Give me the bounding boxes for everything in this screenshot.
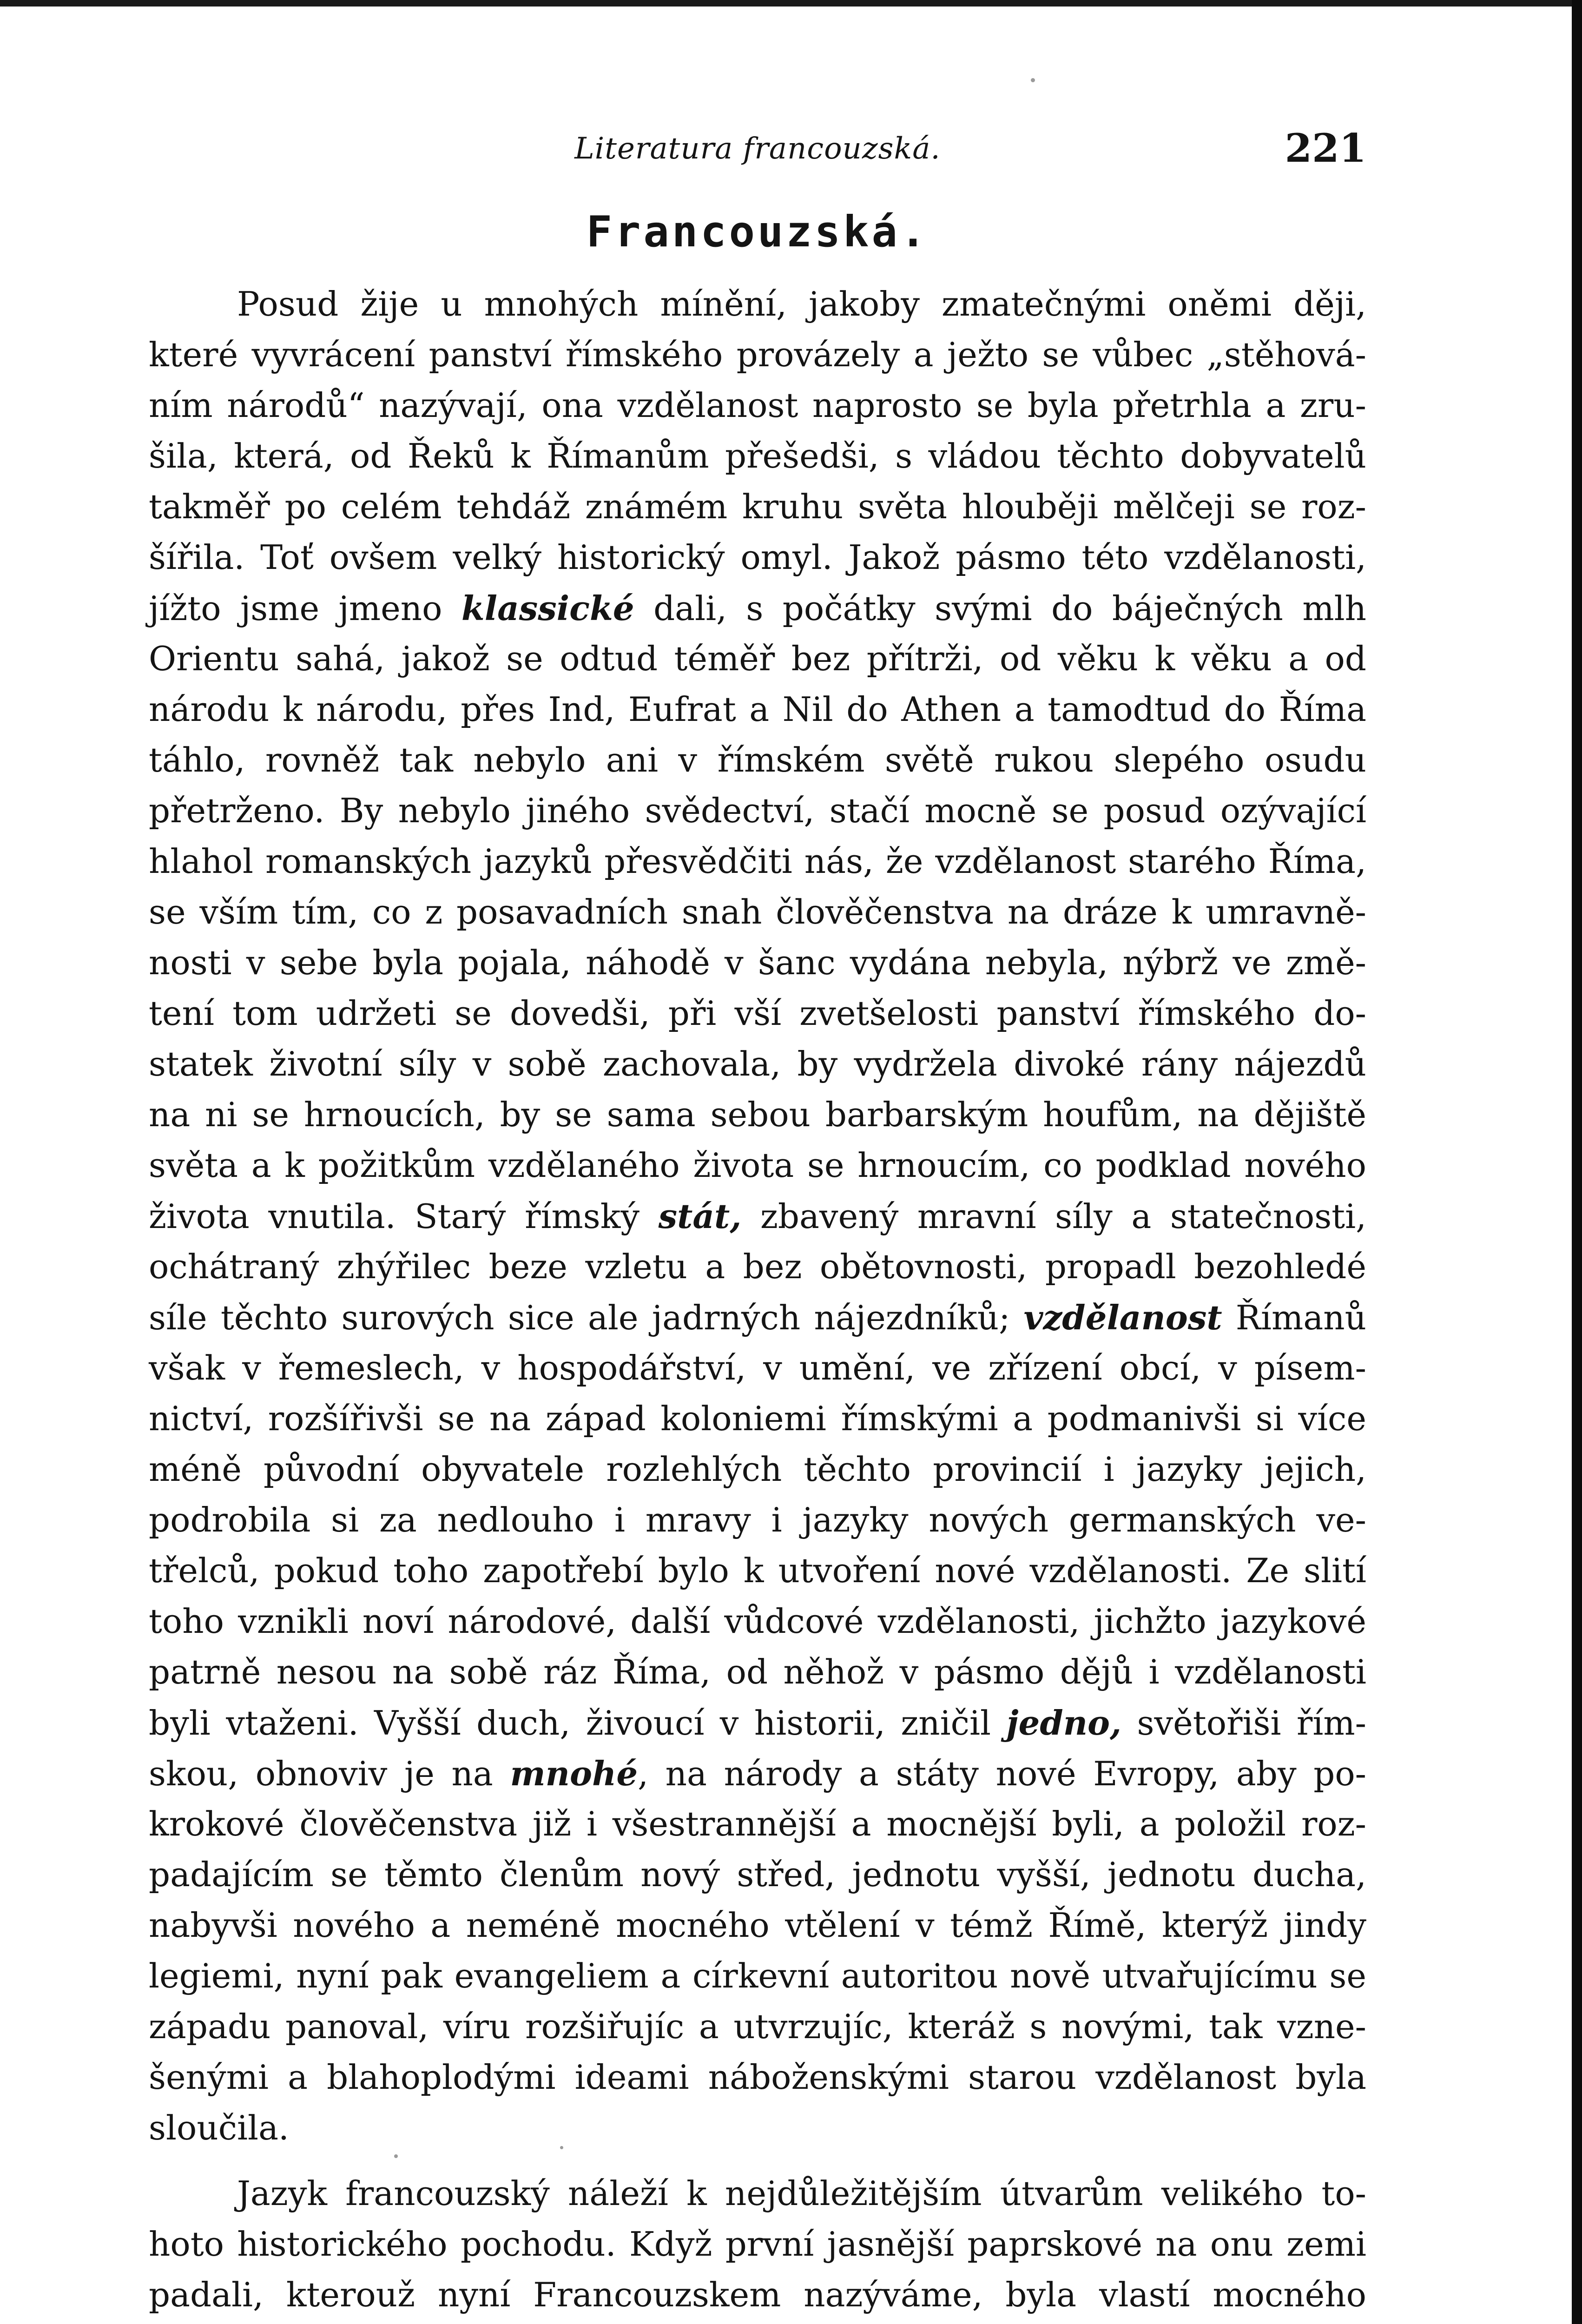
text-run: jížto jsme jmeno <box>149 589 461 628</box>
text-line <box>149 1039 1366 1089</box>
text-line <box>149 735 1366 786</box>
text-run: byli vtaženi. Vyšší duch, živoucí v historii, zničil <box>149 1703 1007 1743</box>
text-run: národu k národu, přes Ind, Eufrat a Nil do Athen a tamodtud do Říma <box>149 690 1366 729</box>
text-run: nabyvši nového a neméně mocného vtělení v témž Římě, kterýž jindy <box>149 1906 1366 1945</box>
text-run: takměř po celém tehdáž známém kruhu světa hlouběji mělčeji se roz- <box>149 487 1366 526</box>
page-number: 221 <box>1285 125 1366 171</box>
text-line <box>149 1647 1366 1697</box>
text-run: ochátraný zhýřilec beze vzletu a bez obětovnosti, propadl bezohledé <box>149 1247 1366 1286</box>
text-line <box>149 988 1366 1039</box>
text-line <box>149 1849 1366 1900</box>
text-line <box>149 380 1366 431</box>
text-line <box>149 634 1366 684</box>
text-line <box>149 1292 1366 1343</box>
text-line <box>149 1697 1366 1748</box>
text-run: skou, obnoviv je na <box>149 1754 510 1793</box>
text-run: patrně nesou na sobě ráz Říma, od něhož v pásmo dějů i vzdělanosti <box>149 1652 1366 1691</box>
text-line <box>149 1799 1366 1849</box>
scan-right-edge <box>1572 0 1582 2324</box>
text-run: síle těchto surových sice ale jadrných nájezdníků; <box>149 1298 1024 1337</box>
text-line <box>149 1495 1366 1545</box>
scan-top-edge <box>0 0 1582 7</box>
text-run: šila, která, od Řeků k Římanům přešedši, s vládou těchto dobyvatelů <box>149 436 1366 475</box>
body-text <box>149 279 1366 2320</box>
text-run: zbavený mravní síly a statečnosti, <box>741 1197 1367 1236</box>
text-run: však v řemeslech, v hospodářství, v umění, ve zřízení obcí, v písem- <box>149 1348 1366 1387</box>
text-run: Posud žije u mnohých mínění, jakoby zmatečnými oněmi ději, <box>237 284 1366 324</box>
text-run: sloučila. <box>149 2108 289 2147</box>
text-line <box>149 836 1366 887</box>
text-line <box>149 1140 1366 1191</box>
text-line <box>149 2001 1366 2052</box>
text-line <box>149 1900 1366 1951</box>
text-run: které vyvrácení panství římského provázely a ježto se vůbec „stěhová- <box>149 335 1366 374</box>
text-run: toho vznikli noví národové, další vůdcové vzdělanosti, jichžto jazykové <box>149 1602 1366 1641</box>
text-line <box>149 2219 1366 2270</box>
text-run: méně původní obyvatele rozlehlých těchto provincií i jazyky jejich, <box>149 1450 1366 1489</box>
text-run: Římanů <box>1222 1298 1366 1337</box>
text-line <box>149 279 1366 330</box>
text-run: šenými a blahoplodými ideami náboženskými starou vzdělanost byla <box>149 2058 1366 2097</box>
page-header <box>149 119 1366 184</box>
text-line <box>149 1393 1366 1444</box>
text-run: tení tom udržeti se dovedši, při vší zvetšelosti panství římského do- <box>149 994 1366 1033</box>
text-line <box>149 1089 1366 1140</box>
scan-speck <box>394 2154 398 2158</box>
text-run: světa a k požitkům vzdělaného života se hrnoucím, co podklad nového <box>149 1146 1366 1185</box>
text-run: ním národů“ nazývají, ona vzdělanost naprosto se byla přetrhla a zru- <box>149 386 1366 425</box>
text-run: třelců, pokud toho zapotřebí bylo k utvoření nové vzdělanosti. Ze slití <box>149 1551 1366 1590</box>
text-run: , na národy a státy nové Evropy, aby po- <box>638 1754 1367 1793</box>
text-line <box>149 583 1366 634</box>
text-run: táhlo, rovněž tak nebylo ani v římském světě rukou slepého osudu <box>149 740 1366 779</box>
text-run: statek životní síly v sobě zachovala, by vydržela divoké rány nájezdů <box>149 1044 1366 1083</box>
text-line <box>149 482 1366 532</box>
text-line <box>149 532 1366 583</box>
text-line <box>149 684 1366 735</box>
text-line <box>149 938 1366 988</box>
text-line <box>149 330 1366 380</box>
text-run: hoto historického pochodu. Když první jasnější paprskové na onu zemi <box>149 2225 1366 2264</box>
text-run: dali, s počátky svými do báječných mlh <box>634 589 1366 628</box>
text-run: života vnutila. Starý římský <box>149 1197 659 1236</box>
text-run: nictví, rozšířivši se na západ koloniemi římskými a podmanivši si více <box>149 1399 1366 1438</box>
text-run: hlahol romanských jazyků přesvědčiti nás, že vzdělanost starého Říma, <box>149 842 1366 881</box>
text-line <box>149 2168 1366 2219</box>
text-line <box>149 1748 1366 1799</box>
emphasized-text: klassické <box>461 588 634 628</box>
text-run: na ni se hrnoucích, by se sama sebou barbarským houfům, na dějiště <box>149 1095 1366 1134</box>
emphasized-text: jedno, <box>1006 1703 1122 1743</box>
text-line <box>149 1241 1366 1292</box>
emphasized-text: mnohé <box>510 1754 638 1793</box>
text-line <box>149 2052 1366 2103</box>
text-run: západu panoval, víru rozšiřujíc a utvrzujíc, kteráž s novými, tak vzne- <box>149 2007 1366 2046</box>
text-run: šířila. Toť ovšem velký historický omyl. Jakož pásmo této vzdělanosti, <box>149 538 1366 577</box>
text-run: Jazyk francouzský náleží k nejdůležitějším útvarům velikého to- <box>237 2174 1366 2213</box>
text-line <box>149 1191 1366 1241</box>
text-run: světořiši řím- <box>1121 1703 1366 1743</box>
emphasized-text: stát, <box>658 1196 742 1236</box>
text-run: se vším tím, co z posavadních snah člověčenstva na dráze k umravně- <box>149 892 1366 931</box>
text-run: padali, kterouž nyní Francouzskem nazýváme, byla vlastí mocného <box>149 2275 1366 2314</box>
section-title: Francouzská. <box>586 207 929 257</box>
text-run: krokové člověčenstva již i všestrannější a mocnější byli, a položil roz- <box>149 1804 1366 1843</box>
text-line <box>149 1951 1366 2001</box>
scan-speck <box>560 2146 563 2149</box>
text-run: padajícím se těmto členům nový střed, jednotu vyšší, jednotu ducha, <box>149 1855 1366 1894</box>
text-line <box>149 1545 1366 1596</box>
text-line <box>149 1444 1366 1495</box>
text-run: nosti v sebe byla pojala, náhodě v šanc vydána nebyla, nýbrž ve změ- <box>149 943 1366 982</box>
text-run: přetrženo. By nebylo jiného svědectví, stačí mocně se posud ozývající <box>149 791 1366 830</box>
text-line <box>149 1343 1366 1393</box>
text-line <box>149 1596 1366 1647</box>
scan-speck <box>1031 78 1035 82</box>
emphasized-text: vzdělanost <box>1023 1298 1222 1337</box>
text-run: legiemi, nyní pak evangeliem a církevní autoritou nově utvařujícímu se <box>149 1956 1366 1995</box>
running-title: Literatura francouzská. <box>574 132 941 166</box>
text-line <box>149 2270 1366 2320</box>
text-line <box>149 887 1366 938</box>
text-line <box>149 431 1366 482</box>
text-line <box>149 786 1366 836</box>
text-run: podrobila si za nedlouho i mravy i jazyky nových germanských ve- <box>149 1500 1366 1539</box>
text-run: Orientu sahá, jakož se odtud téměř bez přítrži, od věku k věku a od <box>149 639 1366 678</box>
text-line <box>149 2103 1366 2153</box>
